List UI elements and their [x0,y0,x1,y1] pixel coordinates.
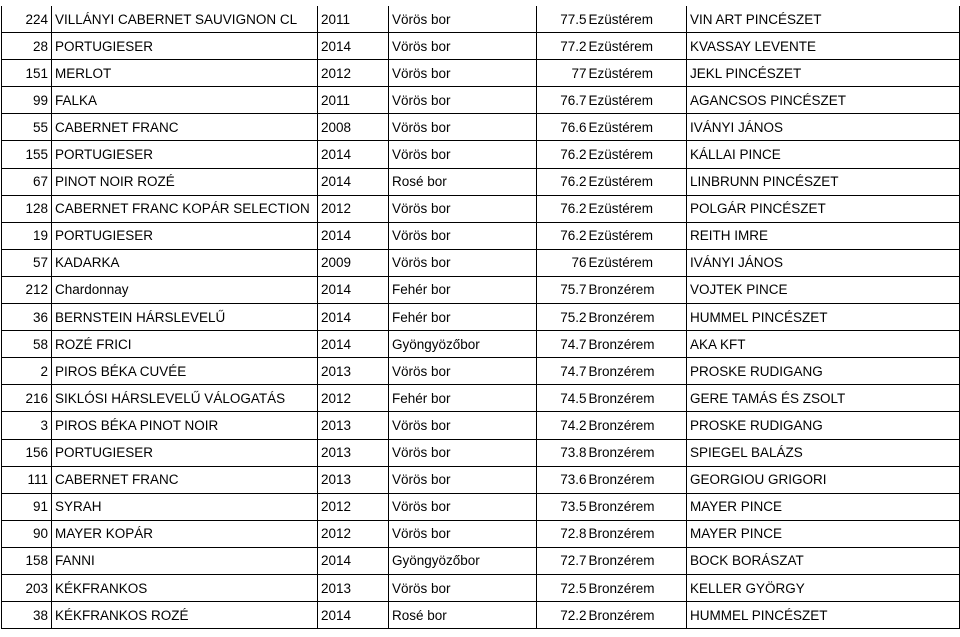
vintage-year-cell: 2014 [318,547,389,574]
wine-type-cell: Vörös bor [389,141,537,168]
producer-cell: GEORGIOU GRIGORI [687,466,960,493]
wine-name-cell: MAYER KOPÁR [52,520,318,547]
score-cell: 76.2 [537,168,588,195]
wine-name-cell: KADARKA [52,249,318,276]
vintage-year-cell: 2014 [318,331,389,358]
entry-number-cell: 2 [2,358,52,385]
score-cell: 77 [537,60,588,87]
producer-cell: MAYER PINCE [687,493,960,520]
producer-cell: BOCK BORÁSZAT [687,547,960,574]
producer-cell: MAYER PINCE [687,520,960,547]
wine-type-cell: Vörös bor [389,412,537,439]
wine-type-cell: Vörös bor [389,520,537,547]
wine-name-cell: VILLÁNYI CABERNET SAUVIGNON CL [52,6,318,33]
medal-cell: Bronzérem [588,466,687,493]
vintage-year-cell: 2011 [318,87,389,114]
vintage-year-cell: 2013 [318,466,389,493]
wine-name-cell: FANNI [52,547,318,574]
table-row [2,276,960,303]
wine-type-cell: Vörös bor [389,114,537,141]
wine-name-cell: SYRAH [52,493,318,520]
producer-cell: HUMMEL PINCÉSZET [687,602,960,629]
vintage-year-cell: 2014 [318,33,389,60]
producer-cell: AKA KFT [687,331,960,358]
score-cell: 77.2 [537,33,588,60]
table-row [2,33,960,60]
entry-number-cell: 212 [2,276,52,303]
wine-type-cell: Fehér bor [389,304,537,331]
table-row [2,6,960,33]
score-cell: 72.2 [537,602,588,629]
entry-number-cell: 58 [2,331,52,358]
score-cell: 73.5 [537,493,588,520]
table-body [2,6,960,629]
producer-cell: JEKL PINCÉSZET [687,60,960,87]
score-cell: 73.6 [537,466,588,493]
table-row [2,412,960,439]
table-row [2,466,960,493]
wine-name-cell: KÉKFRANKOS ROZÉ [52,602,318,629]
entry-number-cell: 3 [2,412,52,439]
score-cell: 76.2 [537,222,588,249]
wine-type-cell: Rosé bor [389,168,537,195]
vintage-year-cell: 2012 [318,195,389,222]
vintage-year-cell: 2012 [318,385,389,412]
producer-cell: LINBRUNN PINCÉSZET [687,168,960,195]
entry-number-cell: 216 [2,385,52,412]
entry-number-cell: 156 [2,439,52,466]
wine-type-cell: Vörös bor [389,439,537,466]
entry-number-cell: 57 [2,249,52,276]
wine-name-cell: PIROS BÉKA PINOT NOIR [52,412,318,439]
entry-number-cell: 158 [2,547,52,574]
score-cell: 72.8 [537,520,588,547]
entry-number-cell: 36 [2,304,52,331]
wine-name-cell: Chardonnay [52,276,318,303]
table-row [2,385,960,412]
vintage-year-cell: 2008 [318,114,389,141]
wine-type-cell: Fehér bor [389,276,537,303]
entry-number-cell: 38 [2,602,52,629]
table-row [2,358,960,385]
entry-number-cell: 151 [2,60,52,87]
wine-type-cell: Vörös bor [389,358,537,385]
wine-name-cell: PORTUGIESER [52,439,318,466]
table-row [2,222,960,249]
producer-cell: KELLER GYÖRGY [687,574,960,601]
producer-cell: POLGÁR PINCÉSZET [687,195,960,222]
producer-cell: VOJTEK PINCE [687,276,960,303]
entry-number-cell: 111 [2,466,52,493]
wine-name-cell: KÉKFRANKOS [52,574,318,601]
wine-name-cell: PORTUGIESER [52,33,318,60]
wine-name-cell: CABERNET FRANC [52,114,318,141]
wine-name-cell: CABERNET FRANC [52,466,318,493]
medal-cell: Ezüstérem [588,249,687,276]
producer-cell: REITH IMRE [687,222,960,249]
medal-cell: Bronzérem [588,520,687,547]
vintage-year-cell: 2014 [318,168,389,195]
entry-number-cell: 67 [2,168,52,195]
entry-number-cell: 55 [2,114,52,141]
vintage-year-cell: 2014 [318,304,389,331]
wine-results-table [1,6,960,629]
medal-cell: Bronzérem [588,602,687,629]
entry-number-cell: 224 [2,6,52,33]
producer-cell: VIN ART PINCÉSZET [687,6,960,33]
score-cell: 76.2 [537,141,588,168]
score-cell: 74.2 [537,412,588,439]
score-cell: 74.7 [537,331,588,358]
table-row [2,574,960,601]
score-cell: 72.7 [537,547,588,574]
producer-cell: AGANCSOS PINCÉSZET [687,87,960,114]
wine-name-cell: PORTUGIESER [52,141,318,168]
wine-type-cell: Vörös bor [389,195,537,222]
wine-type-cell: Rosé bor [389,602,537,629]
table-row [2,331,960,358]
vintage-year-cell: 2011 [318,6,389,33]
producer-cell: SPIEGEL BALÁZS [687,439,960,466]
medal-cell: Ezüstérem [588,222,687,249]
table-row [2,195,960,222]
medal-cell: Ezüstérem [588,114,687,141]
table-row [2,304,960,331]
medal-cell: Ezüstérem [588,6,687,33]
producer-cell: HUMMEL PINCÉSZET [687,304,960,331]
entry-number-cell: 91 [2,493,52,520]
score-cell: 76.2 [537,195,588,222]
medal-cell: Bronzérem [588,412,687,439]
medal-cell: Bronzérem [588,439,687,466]
score-cell: 76.6 [537,114,588,141]
wine-type-cell: Gyöngyözőbor [389,331,537,358]
wine-type-cell: Vörös bor [389,6,537,33]
score-cell: 73.8 [537,439,588,466]
wine-name-cell: PORTUGIESER [52,222,318,249]
wine-type-cell: Vörös bor [389,33,537,60]
producer-cell: PROSKE RUDIGANG [687,358,960,385]
medal-cell: Bronzérem [588,547,687,574]
entry-number-cell: 128 [2,195,52,222]
score-cell: 76 [537,249,588,276]
medal-cell: Ezüstérem [588,60,687,87]
table-row [2,602,960,629]
vintage-year-cell: 2013 [318,439,389,466]
medal-cell: Bronzérem [588,304,687,331]
table-row [2,249,960,276]
wine-name-cell: MERLOT [52,60,318,87]
entry-number-cell: 28 [2,33,52,60]
producer-cell: GERE TAMÁS ÉS ZSOLT [687,385,960,412]
wine-name-cell: FALKA [52,87,318,114]
vintage-year-cell: 2014 [318,222,389,249]
vintage-year-cell: 2012 [318,60,389,87]
table-row [2,60,960,87]
medal-cell: Bronzérem [588,574,687,601]
table-row [2,141,960,168]
vintage-year-cell: 2013 [318,574,389,601]
entry-number-cell: 90 [2,520,52,547]
medal-cell: Bronzérem [588,493,687,520]
producer-cell: IVÁNYI JÁNOS [687,249,960,276]
wine-type-cell: Vörös bor [389,60,537,87]
vintage-year-cell: 2013 [318,358,389,385]
wine-type-cell: Vörös bor [389,249,537,276]
vintage-year-cell: 2014 [318,602,389,629]
vintage-year-cell: 2012 [318,493,389,520]
producer-cell: IVÁNYI JÁNOS [687,114,960,141]
table-row [2,520,960,547]
medal-cell: Ezüstérem [588,33,687,60]
medal-cell: Bronzérem [588,331,687,358]
table-row [2,87,960,114]
vintage-year-cell: 2014 [318,141,389,168]
score-cell: 76.7 [537,87,588,114]
wine-name-cell: SIKLÓSI HÁRSLEVELŰ VÁLOGATÁS [52,385,318,412]
table-row [2,439,960,466]
medal-cell: Ezüstérem [588,195,687,222]
medal-cell: Bronzérem [588,358,687,385]
wine-name-cell: BERNSTEIN HÁRSLEVELŰ [52,304,318,331]
producer-cell: KÁLLAI PINCE [687,141,960,168]
entry-number-cell: 203 [2,574,52,601]
table-row [2,114,960,141]
wine-type-cell: Vörös bor [389,222,537,249]
wine-name-cell: PIROS BÉKA CUVÉE [52,358,318,385]
producer-cell: PROSKE RUDIGANG [687,412,960,439]
table-row [2,547,960,574]
wine-type-cell: Gyöngyözőbor [389,547,537,574]
wine-type-cell: Vörös bor [389,466,537,493]
entry-number-cell: 99 [2,87,52,114]
producer-cell: KVASSAY LEVENTE [687,33,960,60]
score-cell: 74.5 [537,385,588,412]
score-cell: 75.7 [537,276,588,303]
wine-type-cell: Vörös bor [389,574,537,601]
wine-name-cell: PINOT NOIR ROZÉ [52,168,318,195]
vintage-year-cell: 2013 [318,412,389,439]
table-row [2,168,960,195]
medal-cell: Ezüstérem [588,87,687,114]
wine-type-cell: Vörös bor [389,493,537,520]
wine-name-cell: CABERNET FRANC KOPÁR SELECTION [52,195,318,222]
vintage-year-cell: 2009 [318,249,389,276]
vintage-year-cell: 2012 [318,520,389,547]
medal-cell: Bronzérem [588,385,687,412]
score-cell: 75.2 [537,304,588,331]
medal-cell: Bronzérem [588,276,687,303]
score-cell: 72.5 [537,574,588,601]
score-cell: 74.7 [537,358,588,385]
wine-type-cell: Vörös bor [389,87,537,114]
table-row [2,493,960,520]
wine-name-cell: ROZÉ FRICI [52,331,318,358]
medal-cell: Ezüstérem [588,168,687,195]
entry-number-cell: 155 [2,141,52,168]
medal-cell: Ezüstérem [588,141,687,168]
score-cell: 77.5 [537,6,588,33]
vintage-year-cell: 2014 [318,276,389,303]
entry-number-cell: 19 [2,222,52,249]
wine-type-cell: Fehér bor [389,385,537,412]
